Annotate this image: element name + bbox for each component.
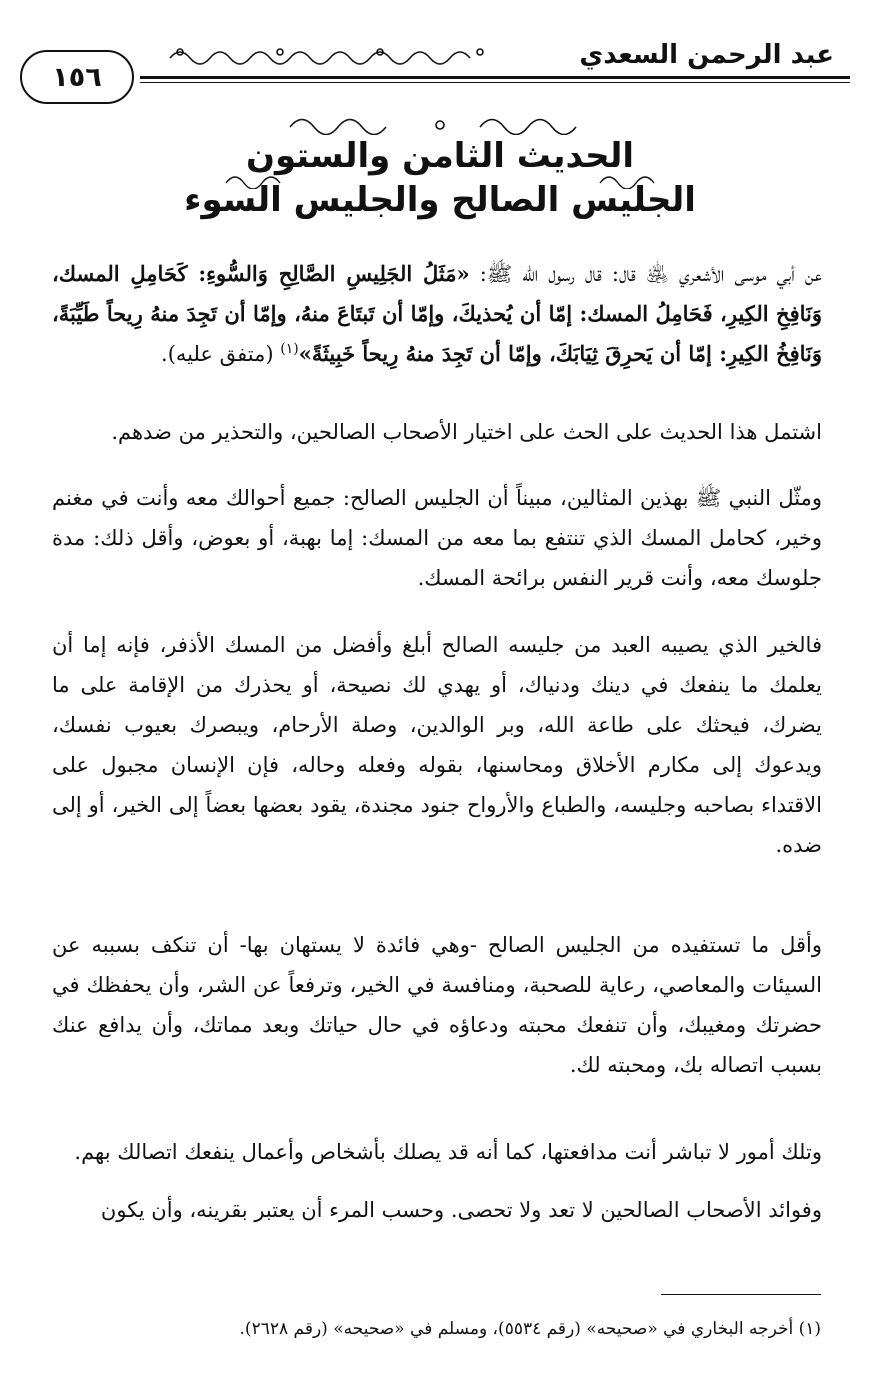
hadith-narration-intro: عن أبي موسى الأشعري ﵁ قال: قال رسول الله ﷺ: [469, 262, 822, 286]
body-paragraph-4: فالخير الذي يصيبه العبد من جليسه الصالح أبلغ وأفضل من المسك الأذفر، فإنه إما أن يعلمك ما ينفعك في دينك ودنياك، أو يهدي لك نصيحة، أو يحذرك من الإقامة على ما يضرك، فيحثك على طاعة الله، وبر الوالدين، وصلة الأرحام، ويبصرك بعيوب نفسك، ويدعوك إلى مكارم الأخلاق ومحاسنها، بقوله وفعله وحاله، فإن الإنسان مجبول على الاقتداء بصاحبه وجليسه، والطباع والأرواح جنود مجندة، يقود بعضها بعضاً إلى الخير، أو إلى ضده. [52, 633, 822, 857]
body-paragraph-6: وتلك أمور لا تباشر أنت مدافعتها، كما أنه قد يصلك بأشخاص وأعمال ينفعك اتصالك بهم. [74, 1140, 822, 1164]
chapter-heading [150, 115, 730, 235]
body-paragraph-5: وأقل ما تستفيده من الجليس الصالح -وهي فائدة لا يستهان بها- أن تنكف بسببه عن السيئات والمعاصي، رعاية للصحبة، ومنافسة في الخير، وترفعاً عن الشر، وأن يحفظك في حضرتك ومغيبك، وأن تنفعك محبته ودعاؤه في حال حياتك وبعد مماتك، وأن يدافع عنك بسبب اتصاله بك، ومحبته لك. [52, 933, 822, 1077]
hadith-reference: (متفق عليه). [161, 342, 281, 366]
hadith-paragraph [52, 254, 822, 374]
page-number: ١٥٦ [20, 50, 134, 104]
footnote-rule [661, 1294, 821, 1295]
hadith-text: «مَثَلُ الجَلِيسِ الصَّالِحِ وَالسُّوءِ: كَحَامِلِ المسك، وَنَافِخِ الكِيرِ، فَحَامِلُ المسك: إمّا أن يُحذيكَ، وإمّا أن تَبتَاعَ منهُ، وإمّا أن تَجِدَ منهُ رِيحاً طَيِّبَةً، وَنَافِخُ الكِيرِ: إمّا أن يَحرِقَ ثِيَابَكَ، وإمّا أن تَجِدَ منهُ رِيحاً خَبِيثَةً» [52, 261, 822, 366]
header-rule [140, 76, 850, 79]
body-paragraph-7: وفوائد الأصحاب الصالحين لا تعد ولا تحصى. وحسب المرء أن يعتبر بقرينه، وأن يكون [100, 1198, 822, 1222]
running-header [20, 38, 860, 108]
footnote-marker[interactable]: (١) [280, 341, 299, 357]
chapter-title-line-1: الحديث الثامن والستون [245, 136, 635, 176]
running-header-author: عبد الرحمن السعدي [571, 38, 842, 72]
body-paragraph-3: ومثّل النبي ﷺ بهذين المثالين، مبيناً أن الجليس الصالح: جميع أحوالك معه وأنت في مغنم وخير، كحامل المسك الذي تنتفع بما معه من المسك: إما بهبة، أو بعوض، وأقل ذلك: مدة جلوسك معه، وأنت قرير النفس برائحة المسك. [52, 486, 822, 590]
body-paragraph-2: اشتمل هذا الحديث على الحث على اختيار الأصحاب الصالحين، والتحذير من ضدهم. [111, 420, 822, 444]
chapter-title-line-2: الجليس الصالح والجليس السوء [184, 180, 696, 220]
header-rule-thin [140, 82, 850, 83]
heading-ornament-icon [280, 115, 600, 135]
footnote: (١) أخرجه البخاري في «صحيحه» (رقم ٥٥٣٤)، ومسلم في «صحيحه» (رقم ٢٦٢٨). [239, 1319, 821, 1339]
